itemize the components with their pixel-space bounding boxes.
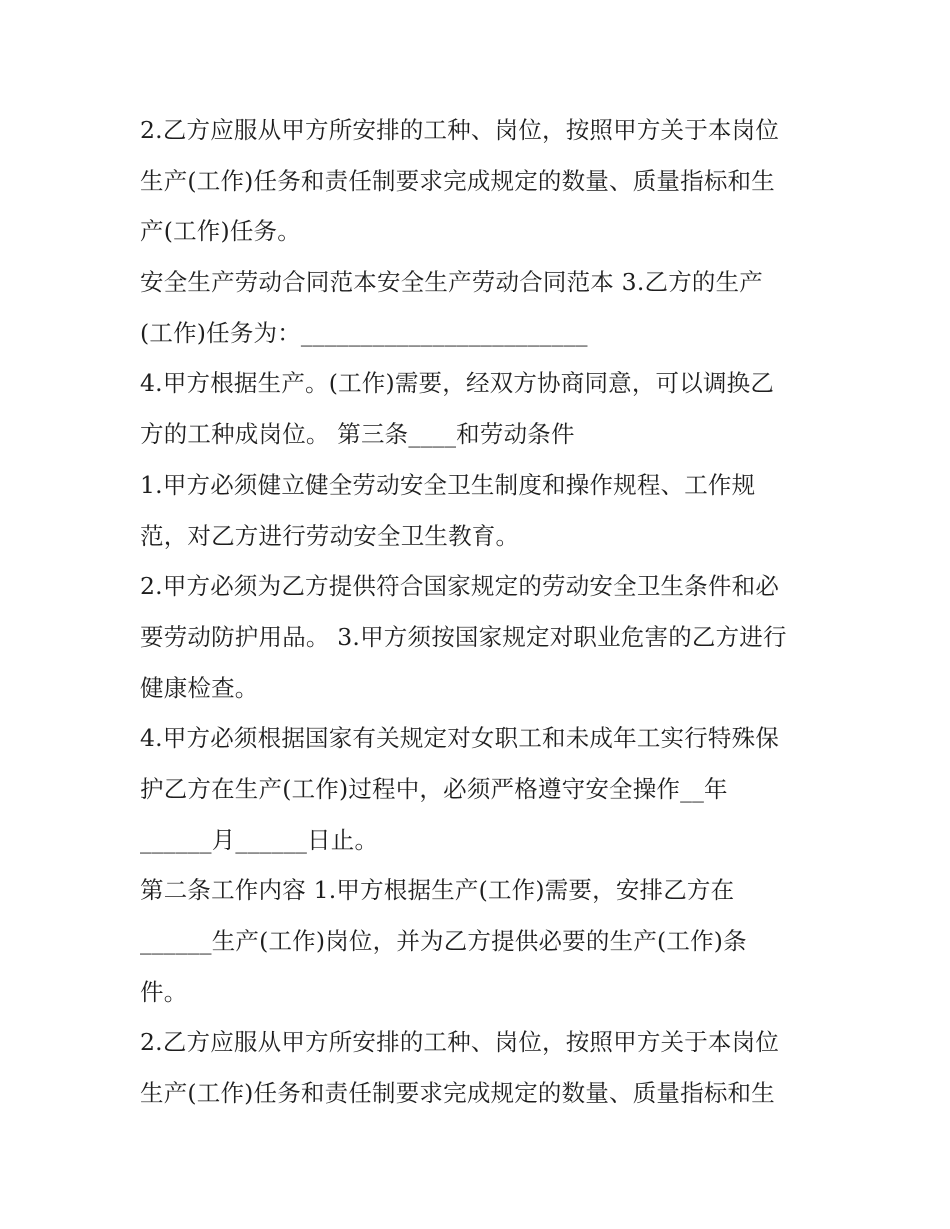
text-line: 2.乙方应服从甲方所安排的工种、岗位，按照甲方关于本岗位: [140, 1028, 780, 1057]
text-line: ______月______日止。: [140, 825, 379, 854]
text-line: 2.乙方应服从甲方所安排的工种、岗位，按照甲方关于本岗位: [140, 116, 780, 144]
text-line: 范，对乙方进行劳动安全卫生教育。: [140, 521, 520, 550]
text-line: 产(工作)任务。: [140, 217, 301, 246]
text-line: 件。: [140, 977, 188, 1006]
text-line: 方的工种成岗位。 第三条____和劳动条件: [140, 420, 575, 449]
text-line: 4.甲方根据生产。(工作)需要，经双方协商同意，可以调换乙: [140, 369, 775, 398]
text-line: 第二条工作内容 1.甲方根据生产(工作)需要，安排乙方在: [140, 876, 735, 905]
text-line: 生产(工作)任务和责任制要求完成规定的数量、质量指标和生: [140, 1079, 775, 1108]
text-line: 要劳动防护用品。 3.甲方须按国家规定对职业危害的乙方进行: [140, 622, 787, 651]
text-line: 2.甲方必须为乙方提供符合国家规定的劳动安全卫生条件和必: [140, 572, 780, 601]
text-line: 生产(工作)任务和责任制要求完成规定的数量、质量指标和生: [140, 166, 775, 195]
text-line: 1.甲方必须健立健全劳动安全卫生制度和操作规程、工作规: [140, 470, 756, 499]
text-line: (工作)任务为：________________________: [140, 318, 588, 347]
text-line: 4.甲方必须根据国家有关规定对女职工和未成年工实行特殊保: [140, 724, 780, 753]
text-line: 健康检查。: [140, 673, 259, 702]
text-line: 安全生产劳动合同范本安全生产劳动合同范本 3.乙方的生产: [140, 268, 763, 297]
text-line: 护乙方在生产(工作)过程中，必须严格遵守安全操作__年: [140, 774, 728, 803]
text-line: ______生产(工作)岗位，并为乙方提供必要的生产(工作)条: [140, 927, 747, 955]
